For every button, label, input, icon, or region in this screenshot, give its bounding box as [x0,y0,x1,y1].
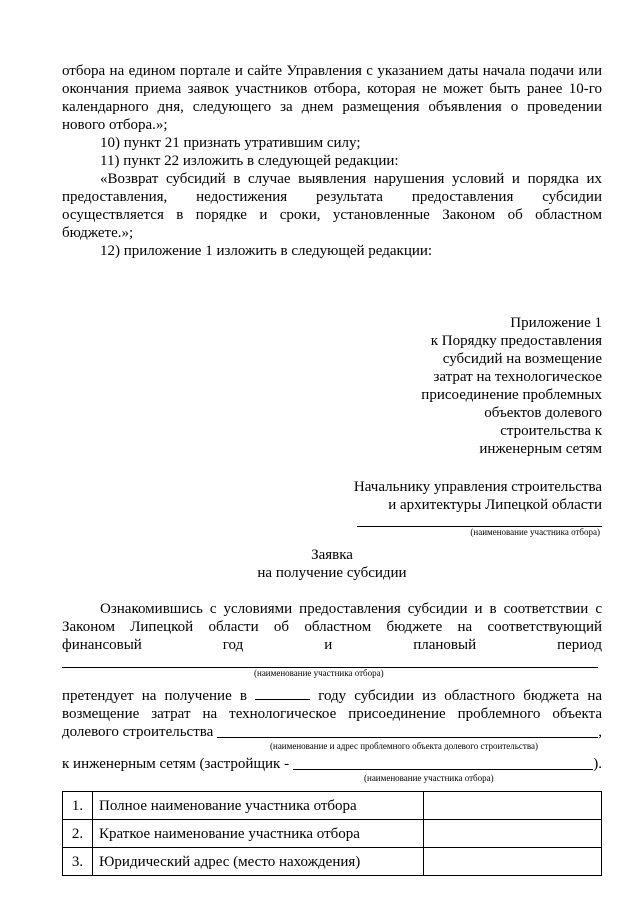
quote-line-1: «Возврат субсидий в случае выявления нарушения условий и порядка их [100,171,602,187]
caption-3: (наименование участника отбора) [364,773,494,783]
appendix-block [62,314,602,458]
item-11: 11) пункт 22 изложить в следующей редакции: [100,153,399,169]
intro-line-4: нового отбора.»; [62,117,168,133]
addressee-caption: (наименование участника отбора) [470,527,600,537]
row-value-cell[interactable] [424,792,602,820]
appendix-line: объектов долевого [484,405,602,421]
body-line-2: Законом Липецкой области об областном бюджете на соответствующий [62,619,602,635]
item-12: 12) приложение 1 изложить в следующей редакции: [100,243,433,259]
row-number: 1. [63,792,93,820]
item-10: 10) пункт 21 признать утратившим силу; [100,135,361,151]
title-block [62,546,602,582]
page-title: Заявка [311,547,353,563]
object-name-address-field[interactable] [217,723,598,738]
quote-line-3: осуществляется в порядке и сроки, установленные Законом об областном [62,207,602,223]
document-page [62,62,602,876]
body-line-1: Ознакомившись с условиями предоставления субсидии и в соответствии с [100,601,602,617]
table-row [63,792,602,820]
table-row [63,820,602,848]
application-body [62,600,602,784]
body-line-4 [62,685,602,705]
row-value-cell[interactable] [424,820,602,848]
info-table [62,791,602,876]
row-number: 3. [63,848,93,876]
body-line-7 [62,755,602,773]
intro-line-2: окончания приема заявок участников отбора, которая не может быть ранее 10-го [62,81,602,97]
caption-2: (наименование и адрес проблемного объекта долевого строительства) [270,741,538,751]
page-subtitle: на получение субсидии [257,565,407,581]
comma: , [598,724,602,740]
intro-line-3: календарного дня, следующего за днем размещения объявления о проведении [62,99,602,115]
table-row [63,848,602,876]
close-paren: ). [593,756,602,772]
appendix-line: Приложение 1 [510,315,602,331]
row-label: Юридический адрес (место нахождения) [93,848,424,876]
appendix-line: инженерным сетям [479,441,602,457]
row-label: Краткое наименование участника отбора [93,820,424,848]
addressee-line-1: Начальнику управления строительства [353,479,602,495]
intro-section [62,62,602,260]
quote-line-4: бюджете.»; [62,225,134,241]
addressee-line-2: и архитектуры Липецкой области [388,497,602,513]
body-line-3: финансовый год и плановый период [62,637,602,653]
body-line-7-text: к инженерным сетям (застройщик - [62,756,290,772]
year-field[interactable] [255,685,310,700]
intro-line-1: отбора на едином портале и сайте Управления с указанием даты начала подачи или [62,63,602,79]
developer-name-field[interactable] [293,755,593,770]
body-line-6 [62,723,602,741]
appendix-line: субсидий на возмещение [442,351,602,367]
appendix-line: присоединение проблемных [421,387,602,403]
body-line-4-a: претендует на получение в [62,688,247,704]
row-number: 2. [63,820,93,848]
row-value-cell[interactable] [424,848,602,876]
body-line-4-b: году субсидии из областного бюджета на [318,688,603,704]
quote-line-2: предоставления, недостижения результата предоставления субсидии [62,189,602,205]
addressee-block [62,478,602,538]
body-line-5: возмещение затрат на технологическое присоединение проблемного объекта [62,706,602,722]
row-label: Полное наименование участника отбора [93,792,424,820]
body-line-6-text: долевого строительства [62,724,214,740]
appendix-line: к Порядку предоставления [430,333,602,349]
caption-1: (наименование участника отбора) [254,668,384,678]
appendix-line: затрат на технологическое [433,369,602,385]
appendix-line: строительства к [500,423,602,439]
